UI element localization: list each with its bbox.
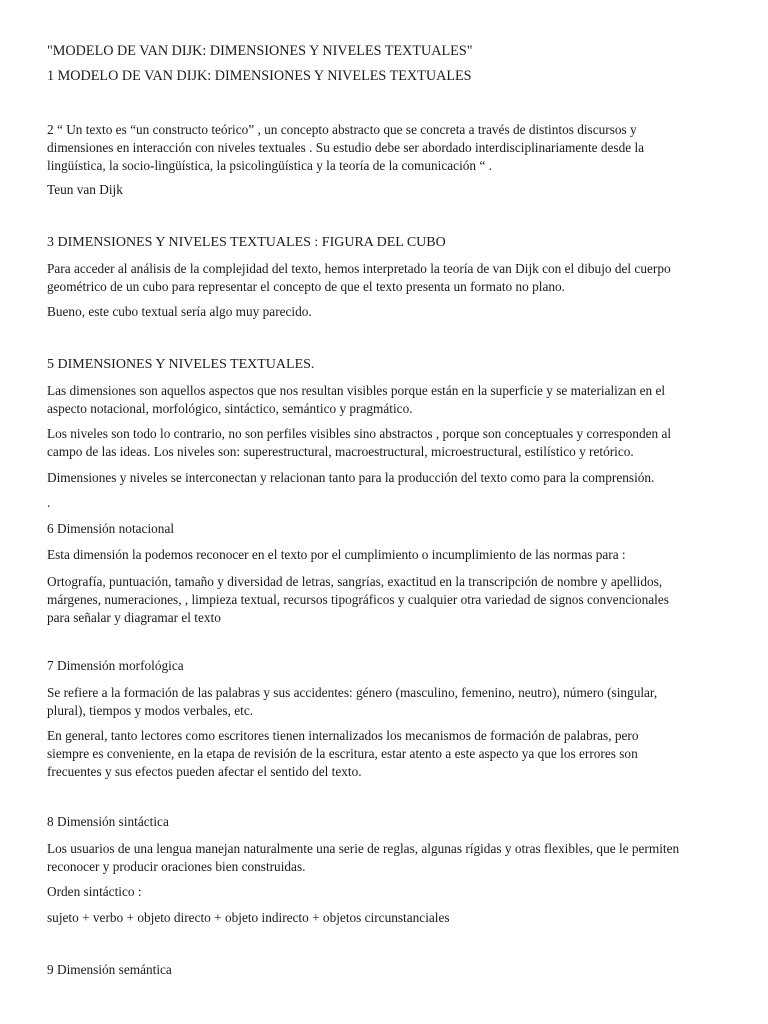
quote-author: Teun van Dijk xyxy=(47,182,123,197)
paragraph-line: siempre es conveniente, en la etapa de revisión de la escritura, estar atento a este aspecto ya que los errores son xyxy=(47,746,638,761)
paragraph-line: Se refiere a la formación de las palabras y sus accidentes: género (masculino, femenino, neutro), número (singular, xyxy=(47,685,658,700)
paragraph-line: Para acceder al análisis de la complejidad del texto, hemos interpretado la teoría de van Dijk con el dibujo del cuerpo xyxy=(47,261,671,276)
paragraph-line: frecuentes y sus efectos pueden afectar el sentido del texto. xyxy=(47,764,362,779)
slide-3-paragraph-2: Bueno, este cubo textual sería algo muy parecido. xyxy=(47,304,312,319)
slide-8-paragraph-1 xyxy=(47,840,752,876)
slide-8-paragraph-3: sujeto + verbo + objeto directo + objeto indirecto + objetos circunstanciales xyxy=(47,910,450,925)
paragraph-line: márgenes, numeraciones, , limpieza textual, recursos tipográficos y cualquier otra variedad de signos convencionales xyxy=(47,592,669,607)
slide-3-paragraph-1 xyxy=(47,260,752,296)
stray-dot: . xyxy=(47,495,51,510)
paragraph-line: reconocer y producir oraciones bien construidas. xyxy=(47,859,306,874)
paragraph-line: aspecto notacional, morfológico, sintáctico, semántico y pragmático. xyxy=(47,401,413,416)
slide-5-heading: 5 DIMENSIONES Y NIVELES TEXTUALES. xyxy=(47,357,315,372)
quote-line: 2 “ Un texto es “un constructo teórico” , un concepto abstracto que se concreta a través de distintos discursos y xyxy=(47,122,637,137)
paragraph-line: Las dimensiones son aquellos aspectos que nos resultan visibles porque están en la superficie y se materializan en el xyxy=(47,383,666,398)
slide-5-paragraph-2 xyxy=(47,425,752,461)
slide-6-heading: 6 Dimensión notacional xyxy=(47,521,175,536)
slide-3-heading: 3 DIMENSIONES Y NIVELES TEXTUALES : FIGURA DEL CUBO xyxy=(47,235,446,250)
document-title: "MODELO DE VAN DIJK: DIMENSIONES Y NIVELES TEXTUALES" xyxy=(47,43,473,59)
paragraph-line: plural), tiempos y modos verbales, etc. xyxy=(47,703,254,718)
slide-2-quote xyxy=(47,121,752,175)
quote-line: dimensiones en interacción con niveles textuales . Su estudio debe ser abordado interdisciplinariamente desde la xyxy=(47,140,645,155)
paragraph-line: En general, tanto lectores como escritores tienen internalizados los mecanismos de formación de palabras, pero xyxy=(47,728,639,743)
paragraph-line: geométrico de un cubo para representar el concepto de que el texto presenta un formato no plano. xyxy=(47,279,566,294)
paragraph-line: Los usuarios de una lengua manejan naturalmente una serie de reglas, algunas rígidas y otras flexibles, que le permiten xyxy=(47,841,680,856)
slide-7-heading: 7 Dimensión morfológica xyxy=(47,658,184,673)
paragraph-line: para señalar y diagramar el texto xyxy=(47,610,221,625)
slide-1-title: 1 MODELO DE VAN DIJK: DIMENSIONES Y NIVELES TEXTUALES xyxy=(47,68,472,84)
slide-6-paragraph-1: Esta dimensión la podemos reconocer en el texto por el cumplimiento o incumplimiento de las normas para : xyxy=(47,547,626,562)
slide-8-heading: 8 Dimensión sintáctica xyxy=(47,814,169,829)
quote-line: lingüística, la socio-lingüística, la psicolingüística y la teoría de la comunicación “ . xyxy=(47,158,492,173)
slide-7-paragraph-2 xyxy=(47,727,752,781)
slide-5-paragraph-3: Dimensiones y niveles se interconectan y relacionan tanto para la producción del texto como para la comprensión. xyxy=(47,470,655,485)
slide-8-paragraph-2: Orden sintáctico : xyxy=(47,884,142,899)
paragraph-line: Los niveles son todo lo contrario, no son perfiles visibles sino abstractos , porque son conceptuales y corresponden al xyxy=(47,426,672,441)
slide-6-paragraph-2 xyxy=(47,573,752,627)
slide-7-paragraph-1 xyxy=(47,684,752,720)
slide-5-paragraph-1 xyxy=(47,382,752,418)
paragraph-line: campo de las ideas. Los niveles son: superestructural, macroestructural, microestructural, estilístico y retórico. xyxy=(47,444,634,459)
slide-9-heading: 9 Dimensión semántica xyxy=(47,962,172,977)
paragraph-line: Ortografía, puntuación, tamaño y diversidad de letras, sangrías, exactitud en la transcripción de nombre y apellidos, xyxy=(47,574,663,589)
